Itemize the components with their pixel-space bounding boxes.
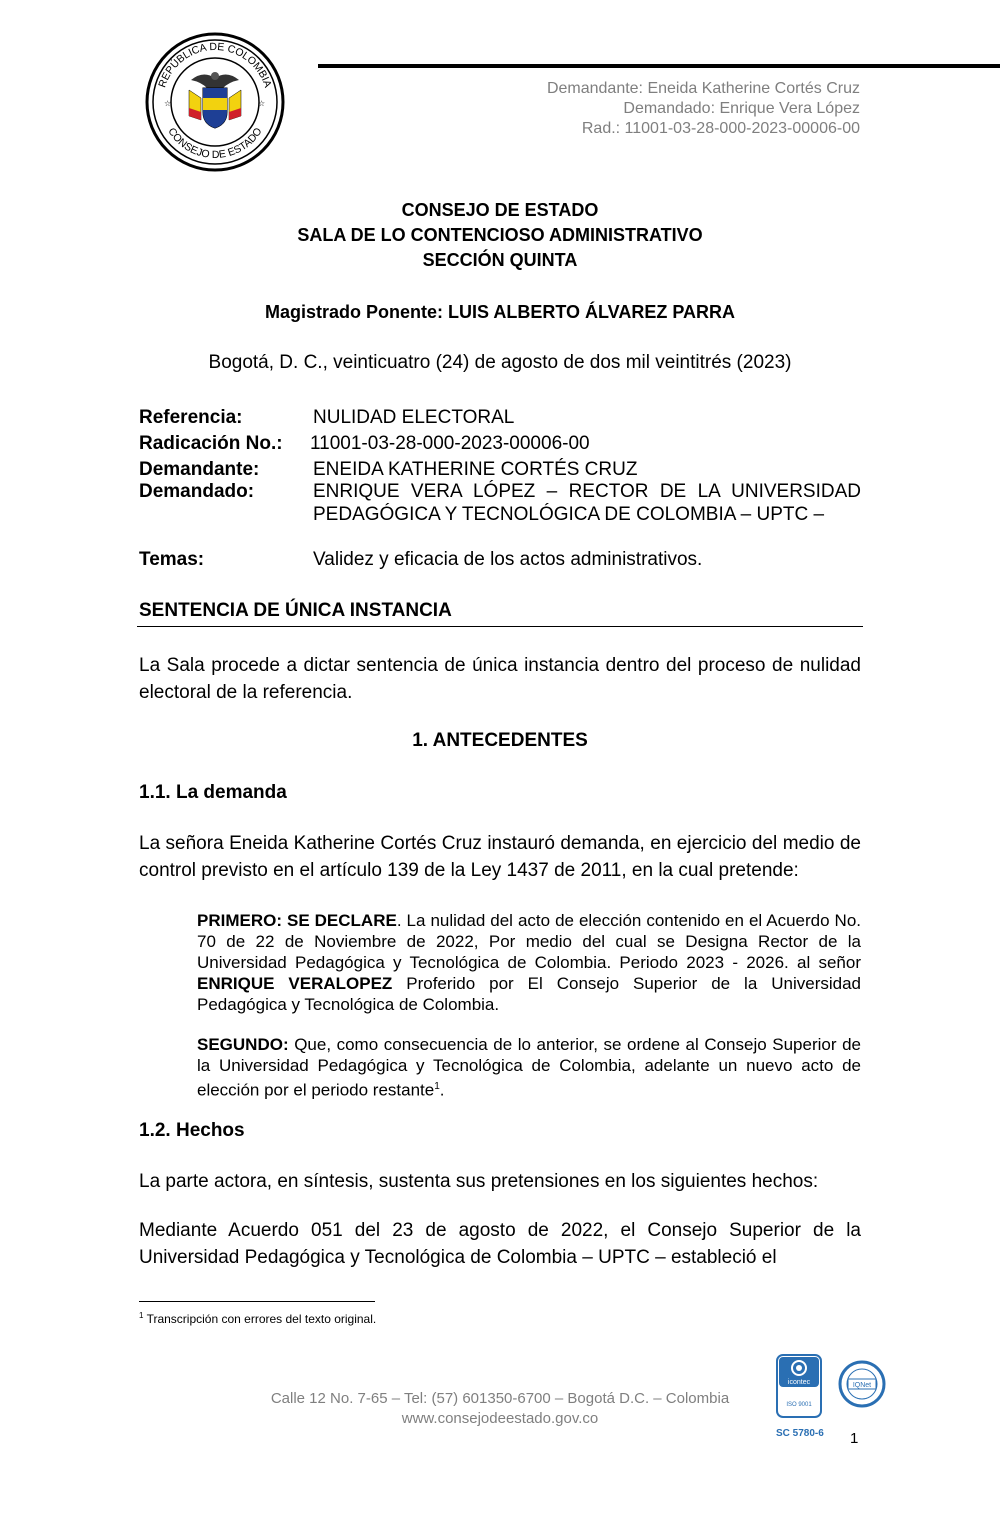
primero-label: PRIMERO: SE DECLARE bbox=[197, 911, 397, 930]
ref-temas-label: Temas: bbox=[139, 549, 205, 570]
ref-demandante-row bbox=[139, 458, 638, 481]
court-title bbox=[139, 198, 861, 273]
iqnet-logo bbox=[838, 1360, 886, 1408]
court-name: CONSEJO DE ESTADO bbox=[401, 200, 599, 220]
ref-demandado-label: Demandado: bbox=[139, 481, 255, 502]
sentencia-heading: SENTENCIA DE ÚNICA INSTANCIA bbox=[139, 600, 452, 621]
footnote-number: 1 bbox=[139, 1311, 144, 1320]
court-section: SECCIÓN QUINTA bbox=[422, 250, 578, 270]
ref-radicacion-label: Radicación No.: bbox=[139, 433, 283, 454]
pretension-segundo bbox=[197, 1034, 861, 1101]
header-case-meta bbox=[547, 79, 860, 139]
ref-temas-value: Validez y eficacia de los actos administrativos. bbox=[313, 549, 703, 570]
ref-radicacion-value: 11001-03-28-000-2023-00006-00 bbox=[310, 433, 590, 454]
icontec-label: icontec bbox=[787, 1379, 811, 1386]
intro-paragraph: La Sala procede a dictar sentencia de única instancia dentro del proceso de nulidad electoral de la referencia. bbox=[139, 655, 861, 703]
header-rule bbox=[318, 64, 1000, 68]
header-radicado: Rad.: 11001-03-28-000-2023-00006-00 bbox=[581, 120, 860, 137]
footnote-text: Transcripción con errores del texto original. bbox=[143, 1312, 377, 1326]
primero-text-a: . La nulidad del acto de elección contenido en el Acuerdo No. 70 de 22 de Noviembre de 2022, Por medio del cual se Designa Rector de la Universidad Pedagógica y Tecnológica de Colombia. Periodo 2023 - 2026. al señor bbox=[197, 911, 862, 972]
footnote-separator bbox=[139, 1301, 375, 1302]
ref-demandante-label: Demandante: bbox=[139, 459, 260, 480]
demanda-heading: 1.1. La demanda bbox=[139, 782, 287, 803]
seal-star-left-icon: ☆ bbox=[164, 99, 172, 108]
segundo-text: Que, como consecuencia de lo anterior, se ordene al Consejo Superior de la Universidad Pedagógica y Tecnológica de Colombia, adelante un nuevo acto de elección por el periodo restante bbox=[197, 1035, 861, 1100]
magistrado-ponente: Magistrado Ponente: LUIS ALBERTO ÁLVAREZ PARRA bbox=[264, 302, 735, 322]
segundo-end: . bbox=[439, 1080, 445, 1100]
ref-demandado-row bbox=[139, 480, 861, 525]
segundo-label: SEGUNDO: bbox=[197, 1035, 289, 1054]
footer-website[interactable]: www.consejodeestado.gov.co bbox=[401, 1410, 599, 1427]
court-chamber: SALA DE LO CONTENCIOSO ADMINISTRATIVO bbox=[297, 225, 703, 245]
seal-star-right-icon: ☆ bbox=[258, 99, 266, 108]
demanda-paragraph: La señora Eneida Katherine Cortés Cruz instauró demanda, en ejercicio del medio de control previsto en el artículo 139 de la Ley 1437 de 2011, en la cual pretende: bbox=[139, 833, 861, 881]
ref-radicacion-row bbox=[139, 432, 590, 455]
iqnet-label: IQNet bbox=[852, 1382, 872, 1389]
ref-referencia-value: NULIDAD ELECTORAL bbox=[313, 407, 515, 428]
footnote-ref[interactable]: 1 bbox=[434, 1081, 440, 1092]
hechos-heading: 1.2. Hechos bbox=[139, 1120, 245, 1141]
seal-ring-bottom-text: CONSEJO DE ESTADO bbox=[165, 125, 265, 162]
footer-contact bbox=[200, 1389, 800, 1429]
hechos-intro: La parte actora, en síntesis, sustenta sus pretensiones en los siguientes hechos: bbox=[139, 1171, 819, 1192]
header-demandante: Demandante: Eneida Katherine Cortés Cruz bbox=[546, 80, 860, 97]
primero-text-b: Proferido por El Consejo Superior de la Universidad Pedagógica y Tecnológica de Colombia. bbox=[197, 974, 861, 1014]
sc-certificate-code: SC 5780-6 bbox=[776, 1428, 824, 1439]
icontec-logo bbox=[776, 1354, 822, 1418]
heading-underline bbox=[137, 626, 863, 627]
ref-referencia-label: Referencia: bbox=[139, 407, 243, 428]
antecedentes-heading: 1. ANTECEDENTES bbox=[412, 730, 588, 751]
ref-referencia-row bbox=[139, 406, 515, 429]
seal-ring-top-text: REPÚBLICA DE COLOMBIA bbox=[156, 40, 274, 90]
footer-address: Calle 12 No. 7-65 – Tel: (57) 601350-6700 – Bogotá D.C. – Colombia bbox=[270, 1390, 730, 1407]
page-number: 1 bbox=[850, 1430, 859, 1447]
header-demandado: Demandado: Enrique Vera López bbox=[623, 100, 860, 117]
consejo-de-estado-seal bbox=[143, 32, 287, 172]
hechos-paragraph: Mediante Acuerdo 051 del 23 de agosto de 2022, el Consejo Superior de la Universidad Pedagógica y Tecnológica de Colombia – UPTC – estableció el bbox=[139, 1220, 861, 1268]
footnote bbox=[139, 1311, 376, 1326]
pretension-primero bbox=[197, 910, 861, 1015]
iso-label: ISO 9001 bbox=[786, 1402, 812, 1408]
ref-temas-row bbox=[139, 548, 703, 571]
decision-date: Bogotá, D. C., veinticuatro (24) de agosto de dos mil veintitrés (2023) bbox=[208, 352, 792, 373]
primero-name: ENRIQUE VERALOPEZ bbox=[197, 974, 393, 993]
ref-demandado-value: ENRIQUE VERA LÓPEZ – RECTOR DE LA UNIVERSIDAD PEDAGÓGICA Y TECNOLÓGICA DE COLOMBIA – UPTC – bbox=[313, 481, 861, 525]
ref-demandante-value: ENEIDA KATHERINE CORTÉS CRUZ bbox=[313, 459, 638, 480]
